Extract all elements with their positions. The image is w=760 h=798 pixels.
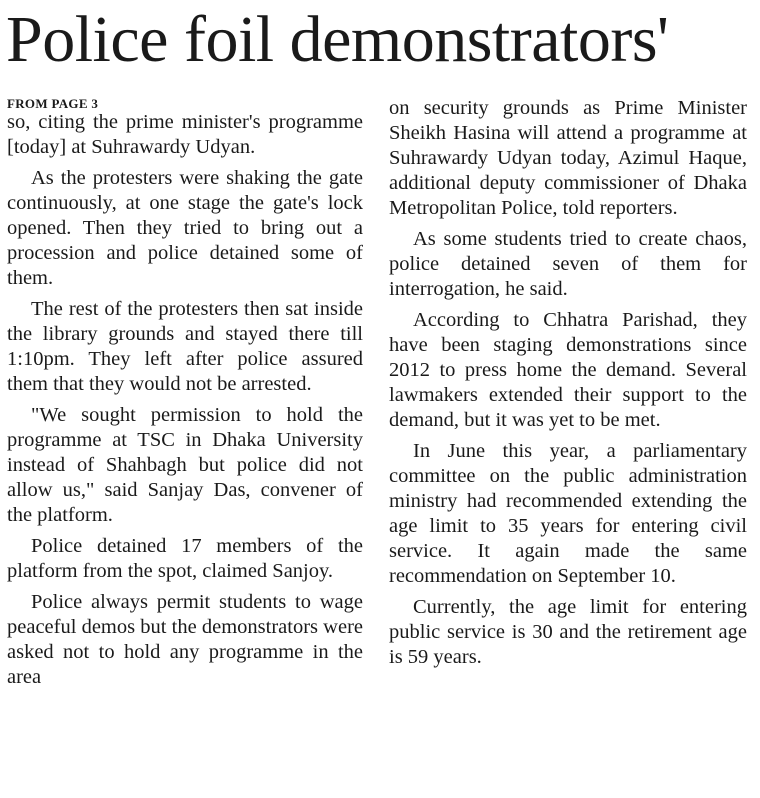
continuation-kicker: FROM PAGE 3 xyxy=(7,96,99,111)
paragraph: According to Chhatra Parishad, they have been staging demonstrations since 2012 to press home the demand. Several lawmakers extended their support to the demand, but it was yet to be met. xyxy=(389,309,747,431)
article-column-left xyxy=(7,96,363,696)
paragraph: Police detained 17 members of the platform from the spot, claimed Sanjoy. xyxy=(7,535,363,582)
paragraph: The rest of the protesters then sat inside the library grounds and stayed there till 1:10pm. They left after police assured them that they would not be arrested. xyxy=(7,298,363,395)
paragraph: As the protesters were shaking the gate continuously, at one stage the gate's lock opened. Then they tried to bring out a procession and police detained some of them. xyxy=(7,167,363,289)
paragraph: on security grounds as Prime Minister Sheikh Hasina will attend a programme at Suhrawardy Udyan today, Azimul Haque, additional deputy commissioner of Dhaka Metropolitan Police, told reporters. xyxy=(389,97,747,219)
paragraph: Currently, the age limit for entering public service is 30 and the retirement age is 59 years. xyxy=(389,596,747,668)
paragraph: In June this year, a parliamentary committee on the public administration ministry had recommended extending the age limit to 35 years for entering civil service. It again made the same recommendation on September 10. xyxy=(389,440,747,587)
headline: Police foil demonstrators' xyxy=(6,3,669,76)
article-column-right xyxy=(389,96,747,676)
paragraph: Police always permit students to wage peaceful demos but the demonstrators were asked not to hold any programme in the area xyxy=(7,591,363,688)
paragraph: As some students tried to create chaos, police detained seven of them for interrogation, he said. xyxy=(389,228,747,300)
paragraph: so, citing the prime minister's programme [today] at Suhrawardy Udyan. xyxy=(7,111,363,158)
paragraph: "We sought permission to hold the programme at TSC in Dhaka University instead of Shahbagh but police did not allow us," said Sanjay Das, convener of the platform. xyxy=(7,404,363,526)
